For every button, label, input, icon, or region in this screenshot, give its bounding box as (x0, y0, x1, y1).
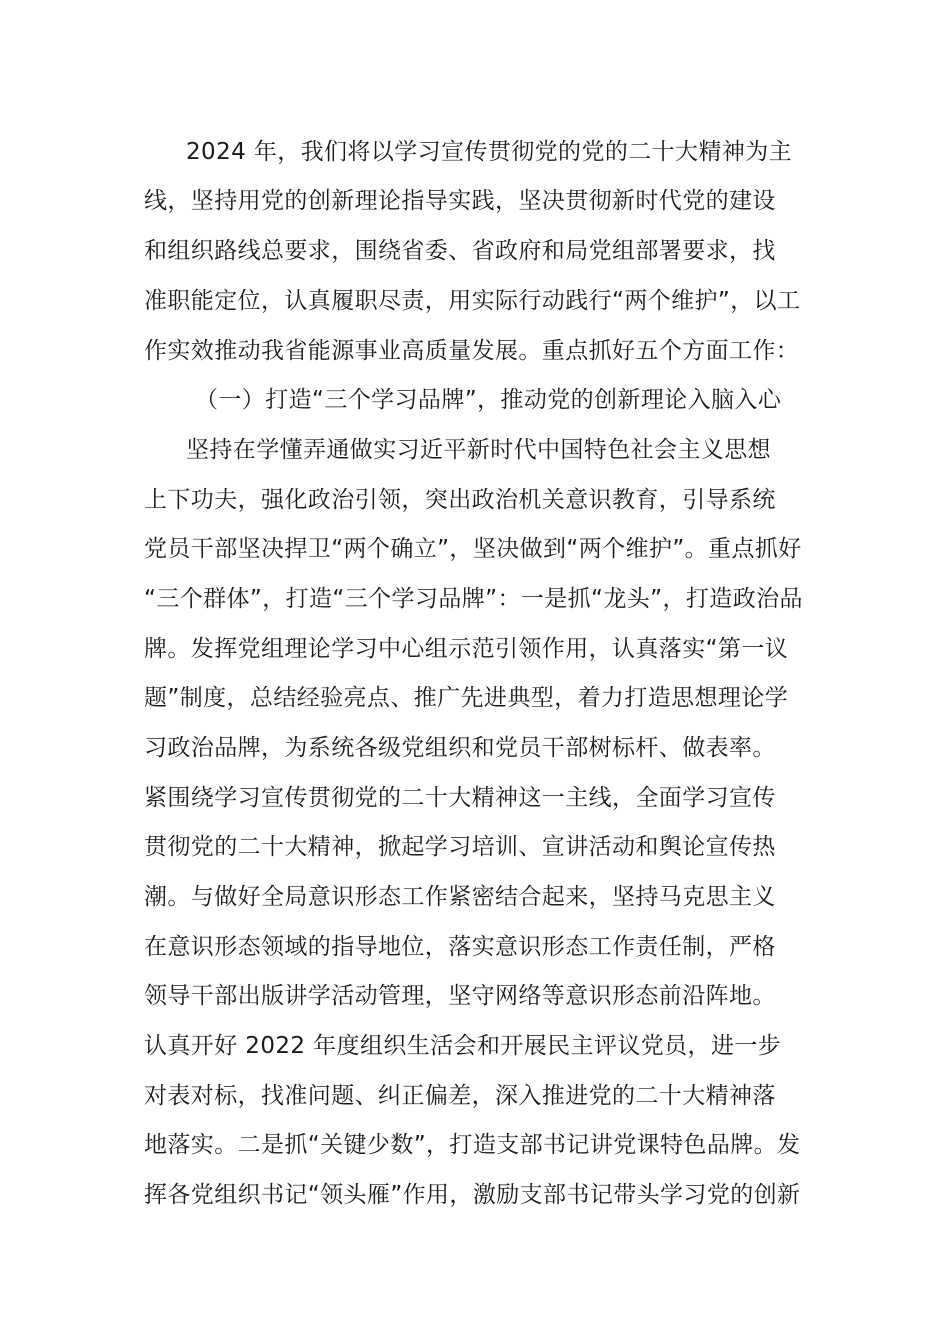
paragraph-2-line-6: 题”制度，总结经验亮点、推广先进典型，着力打造思想理论学 (144, 685, 789, 711)
paragraph-1-line-3: 和组织路线总要求，围绕省委、省政府和局党组部署要求，找 (144, 238, 776, 264)
paragraph-2-line-4: “三个群体”，打造“三个学习品牌”：一是抓“龙头”，打造政治品 (144, 586, 803, 612)
paragraph-1-line-2: 线，坚持用党的创新理论指导实践，坚决贯彻新时代党的建设 (144, 188, 776, 214)
paragraph-2-line-8: 紧围绕学习宣传贯彻党的二十大精神这一主线，全面学习宣传 (144, 785, 776, 811)
paragraph-1-line-5: 作实效推动我省能源事业高质量发展。重点抓好五个方面工作： (144, 338, 800, 364)
paragraph-2-line-13: 认真开好 2022 年度组织生活会和开展民主评议党员，进一步 (144, 1033, 782, 1059)
paragraph-2-line-16: 挥各党组织书记“领头雁”作用，激励支部书记带头学习党的创新 (144, 1182, 801, 1208)
paragraph-2-line-3: 党员干部坚决捍卫“两个确立”，坚决做到“两个维护”。重点抓好 (144, 536, 802, 562)
paragraph-1-line-4: 准职能定位，认真履职尽责，用实际行动践行“两个维护”，以工 (144, 288, 801, 314)
paragraph-2-line-5: 牌。发挥党组理论学习中心组示范引领作用，认真落实“第一议 (144, 636, 789, 662)
paragraph-1-line-1: 2024 年，我们将以学习宣传贯彻党的党的二十大精神为主 (186, 139, 793, 165)
paragraph-2-line-12: 领导干部出版讲学活动管理，坚守网络等意识形态前沿阵地。 (144, 983, 776, 1009)
paragraph-2-line-14: 对表对标，找准问题、纠正偏差，深入推进党的二十大精神落 (144, 1083, 776, 1109)
paragraph-2-line-9: 贯彻党的二十大精神，掀起学习培训、宣讲活动和舆论宣传热 (144, 834, 776, 860)
paragraph-2-line-11: 在意识形态领域的指导地位，落实意识形态工作责任制，严格 (144, 934, 776, 960)
paragraph-2-line-2: 上下功夫，强化政治引领，突出政治机关意识教育，引导系统 (144, 487, 776, 513)
section-heading: （一）打造“三个学习品牌”，推动党的创新理论入脑入心 (195, 387, 782, 413)
paragraph-2-line-15: 地落实。二是抓“关键少数”，打造支部书记讲党课特色品牌。发 (144, 1132, 801, 1158)
paragraph-2-line-7: 习政治品牌，为系统各级党组织和党员干部树标杆、做表率。 (144, 735, 776, 761)
paragraph-2-line-10: 潮。与做好全局意识形态工作紧密结合起来，坚持马克思主义 (144, 884, 776, 910)
paragraph-2-line-1: 坚持在学懂弄通做实习近平新时代中国特色社会主义思想 (186, 437, 771, 463)
